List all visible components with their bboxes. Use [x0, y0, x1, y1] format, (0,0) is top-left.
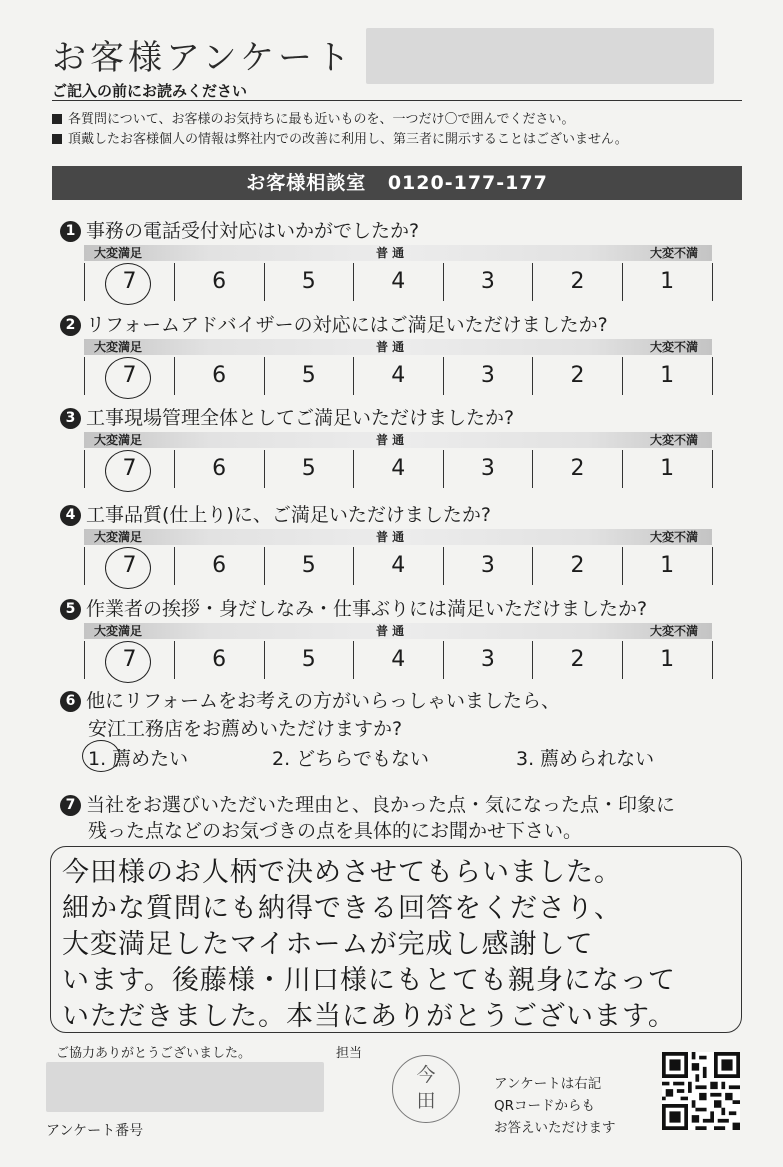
- rating-value: 6: [212, 269, 227, 294]
- rating-value: 5: [301, 647, 316, 672]
- notice-heading: ご記入の前にお読みください: [52, 82, 248, 100]
- redacted-area: [46, 1062, 324, 1112]
- rating-value: 7: [122, 269, 137, 294]
- thanks-text: ご協力ありがとうございました。: [56, 1046, 252, 1061]
- rating-option[interactable]: [175, 450, 265, 488]
- rating-option[interactable]: [264, 357, 354, 395]
- page-title: お客様アンケート: [52, 38, 354, 78]
- rating-option[interactable]: [623, 357, 713, 395]
- scale-label-neutral: 普 通: [376, 530, 405, 544]
- rating-option[interactable]: [623, 263, 713, 301]
- answer-circle: [82, 740, 120, 772]
- rating-value: 3: [480, 363, 495, 388]
- scale-label-worst: 大変不満: [649, 246, 698, 260]
- question-6-line2: 安江工務店をお薦めいただけますか?: [88, 718, 403, 740]
- scale-row: [84, 450, 713, 488]
- option-recommend[interactable]: 1. 薦めたい: [88, 748, 189, 770]
- scale-label-best: 大変満足: [94, 433, 143, 447]
- qr-note-line: アンケートは右記: [494, 1076, 602, 1092]
- rating-value: 5: [301, 456, 316, 481]
- rating-option[interactable]: [85, 641, 175, 679]
- rating-option[interactable]: [623, 450, 713, 488]
- rating-value: 5: [301, 363, 316, 388]
- rating-value: 2: [570, 363, 585, 388]
- rating-option[interactable]: [175, 263, 265, 301]
- answer-circle: [105, 547, 151, 589]
- question-1: [60, 216, 419, 243]
- rating-option[interactable]: [533, 263, 623, 301]
- question-number-badge: 3: [60, 408, 81, 429]
- rating-option[interactable]: [85, 450, 175, 488]
- scale-label-neutral: 普 通: [376, 246, 405, 260]
- comment-line: いただきました。本当にありがとうございます。: [62, 1001, 676, 1032]
- question-7-line2: 残った点などのお気づきの点を具体的にお聞かせ下さい。: [88, 820, 583, 842]
- rating-option[interactable]: [533, 450, 623, 488]
- bullet-square-icon: [52, 134, 62, 144]
- rating-value: 7: [122, 456, 137, 481]
- rating-option[interactable]: [443, 357, 533, 395]
- question-text: 事務の電話受付対応はいかがでしたか?: [86, 220, 420, 242]
- rating-value: 1: [660, 647, 675, 672]
- question-text: 工事現場管理全体としてご満足いただけましたか?: [86, 407, 515, 429]
- rating-option[interactable]: [623, 547, 713, 585]
- rating-option[interactable]: [354, 641, 444, 679]
- question-5: [60, 594, 647, 621]
- scale-label-neutral: 普 通: [376, 624, 405, 638]
- question-6: [60, 686, 560, 713]
- question-3: [60, 403, 514, 430]
- qr-note-line: QRコードからも: [494, 1098, 596, 1114]
- rating-value: 6: [212, 647, 227, 672]
- rating-option[interactable]: [533, 641, 623, 679]
- rating-scale: [84, 623, 712, 685]
- rating-value: 5: [301, 269, 316, 294]
- contact-phone[interactable]: 0120-177-177: [387, 172, 548, 194]
- redacted-logo: [366, 28, 714, 84]
- rating-option[interactable]: [175, 357, 265, 395]
- rating-option[interactable]: [623, 641, 713, 679]
- rating-value: 7: [122, 647, 137, 672]
- notice-item: [52, 108, 574, 127]
- rating-value: 4: [391, 647, 406, 672]
- rating-scale: [84, 432, 712, 494]
- rating-value: 2: [570, 456, 585, 481]
- scale-label-neutral: 普 通: [376, 340, 405, 354]
- question-4: [60, 500, 491, 527]
- rating-value: 7: [122, 363, 137, 388]
- comment-line: 今田様のお人柄で決めさせてもらいました。: [62, 857, 622, 888]
- question-text: リフォームアドバイザーの対応にはご満足いただけましたか?: [86, 314, 608, 336]
- rating-option[interactable]: [354, 263, 444, 301]
- question-number-badge: 7: [60, 795, 81, 816]
- rating-value: 1: [660, 363, 675, 388]
- contact-banner: [52, 166, 742, 200]
- rating-value: 2: [570, 269, 585, 294]
- scale-label-best: 大変満足: [94, 624, 143, 638]
- scale-row: [84, 641, 713, 679]
- rating-value: 3: [480, 456, 495, 481]
- notice-text: 各質問について、お客様のお気持ちに最も近いものを、一つだけ〇で囲んでください。: [68, 112, 575, 127]
- comment-line: 細かな質問にも納得できる回答をくださり、: [62, 893, 622, 924]
- notice-divider: [52, 100, 742, 101]
- answer-circle: [105, 450, 151, 492]
- rating-value: 4: [391, 456, 406, 481]
- rating-value: 3: [480, 269, 495, 294]
- rating-value: 2: [570, 647, 585, 672]
- rating-option[interactable]: [264, 263, 354, 301]
- question-text: 当社をお選びいただいた理由と、良かった点・気になった点・印象に: [86, 794, 676, 816]
- rating-scale: [84, 339, 712, 401]
- bullet-square-icon: [52, 114, 62, 124]
- question-number-badge: 4: [60, 505, 81, 526]
- rating-option[interactable]: [443, 450, 533, 488]
- scale-label-best: 大変満足: [94, 530, 143, 544]
- question-number-badge: 1: [60, 221, 81, 242]
- staff-label: 担当: [336, 1046, 363, 1061]
- scale-label-worst: 大変不満: [649, 433, 698, 447]
- notice-item: [52, 128, 628, 147]
- scale-label-worst: 大変不満: [649, 624, 698, 638]
- scale-row: [84, 547, 713, 585]
- rating-value: 4: [391, 553, 406, 578]
- scale-row: [84, 357, 713, 395]
- qr-code-icon[interactable]: [662, 1052, 740, 1130]
- rating-value: 4: [391, 269, 406, 294]
- rating-value: 2: [570, 553, 585, 578]
- survey-number-label: アンケート番号: [46, 1123, 144, 1139]
- rating-value: 1: [660, 553, 675, 578]
- rating-option[interactable]: [264, 641, 354, 679]
- question-text: 他にリフォームをお考えの方がいらっしゃいましたら、: [86, 690, 561, 712]
- rating-value: 6: [212, 363, 227, 388]
- rating-option[interactable]: [85, 357, 175, 395]
- rating-scale: [84, 529, 712, 591]
- rating-option[interactable]: [264, 450, 354, 488]
- contact-label: お客様相談室: [246, 172, 367, 194]
- question-text: 作業者の挨拶・身だしなみ・仕事ぶりには満足いただけましたか?: [86, 598, 648, 620]
- answer-circle: [105, 357, 151, 399]
- rating-option[interactable]: [354, 357, 444, 395]
- rating-option[interactable]: [443, 641, 533, 679]
- rating-value: 5: [301, 553, 316, 578]
- scale-label-best: 大変満足: [94, 340, 143, 354]
- rating-value: 7: [122, 553, 137, 578]
- rating-value: 3: [480, 647, 495, 672]
- answer-circle: [105, 641, 151, 683]
- rating-value: 6: [212, 553, 227, 578]
- rating-value: 3: [480, 553, 495, 578]
- scale-label-worst: 大変不満: [649, 530, 698, 544]
- scale-label-best: 大変満足: [94, 246, 143, 260]
- scale-label-worst: 大変不満: [649, 340, 698, 354]
- rating-scale: [84, 245, 712, 307]
- question-number-badge: 5: [60, 599, 81, 620]
- rating-option[interactable]: [85, 547, 175, 585]
- qr-note-line: お答えいただけます: [494, 1120, 616, 1136]
- rating-option[interactable]: [85, 263, 175, 301]
- rating-option[interactable]: [354, 547, 444, 585]
- rating-value: 4: [391, 363, 406, 388]
- rating-value: 6: [212, 456, 227, 481]
- question-number-badge: 2: [60, 315, 81, 336]
- rating-option[interactable]: [175, 641, 265, 679]
- rating-option[interactable]: [533, 357, 623, 395]
- question-text: 工事品質(仕上り)に、ご満足いただけましたか?: [86, 504, 491, 526]
- rating-option[interactable]: [443, 263, 533, 301]
- notice-text: 頂戴したお客様個人の情報は弊社内での改善に利用し、第三者に開示することはございません。: [68, 132, 628, 147]
- question-2: [60, 310, 608, 337]
- stamp-text: 今田: [416, 1064, 436, 1112]
- rating-value: 1: [660, 269, 675, 294]
- question-number-badge: 6: [60, 691, 81, 712]
- rating-option[interactable]: [264, 547, 354, 585]
- rating-option[interactable]: [533, 547, 623, 585]
- rating-option[interactable]: [354, 450, 444, 488]
- option-not-recommend[interactable]: 3. 薦められない: [516, 748, 655, 770]
- answer-circle: [105, 263, 151, 305]
- scale-label-neutral: 普 通: [376, 433, 405, 447]
- comment-line: 大変満足したマイホームが完成し感謝して: [62, 929, 594, 960]
- comment-line: います。後藤様・川口様にもとても親身になって: [62, 965, 676, 996]
- rating-value: 1: [660, 456, 675, 481]
- rating-option[interactable]: [443, 547, 533, 585]
- staff-stamp: [392, 1055, 460, 1123]
- rating-option[interactable]: [175, 547, 265, 585]
- option-neutral[interactable]: 2. どちらでもない: [272, 748, 429, 770]
- question-7: [60, 790, 675, 817]
- scale-row: [84, 263, 713, 301]
